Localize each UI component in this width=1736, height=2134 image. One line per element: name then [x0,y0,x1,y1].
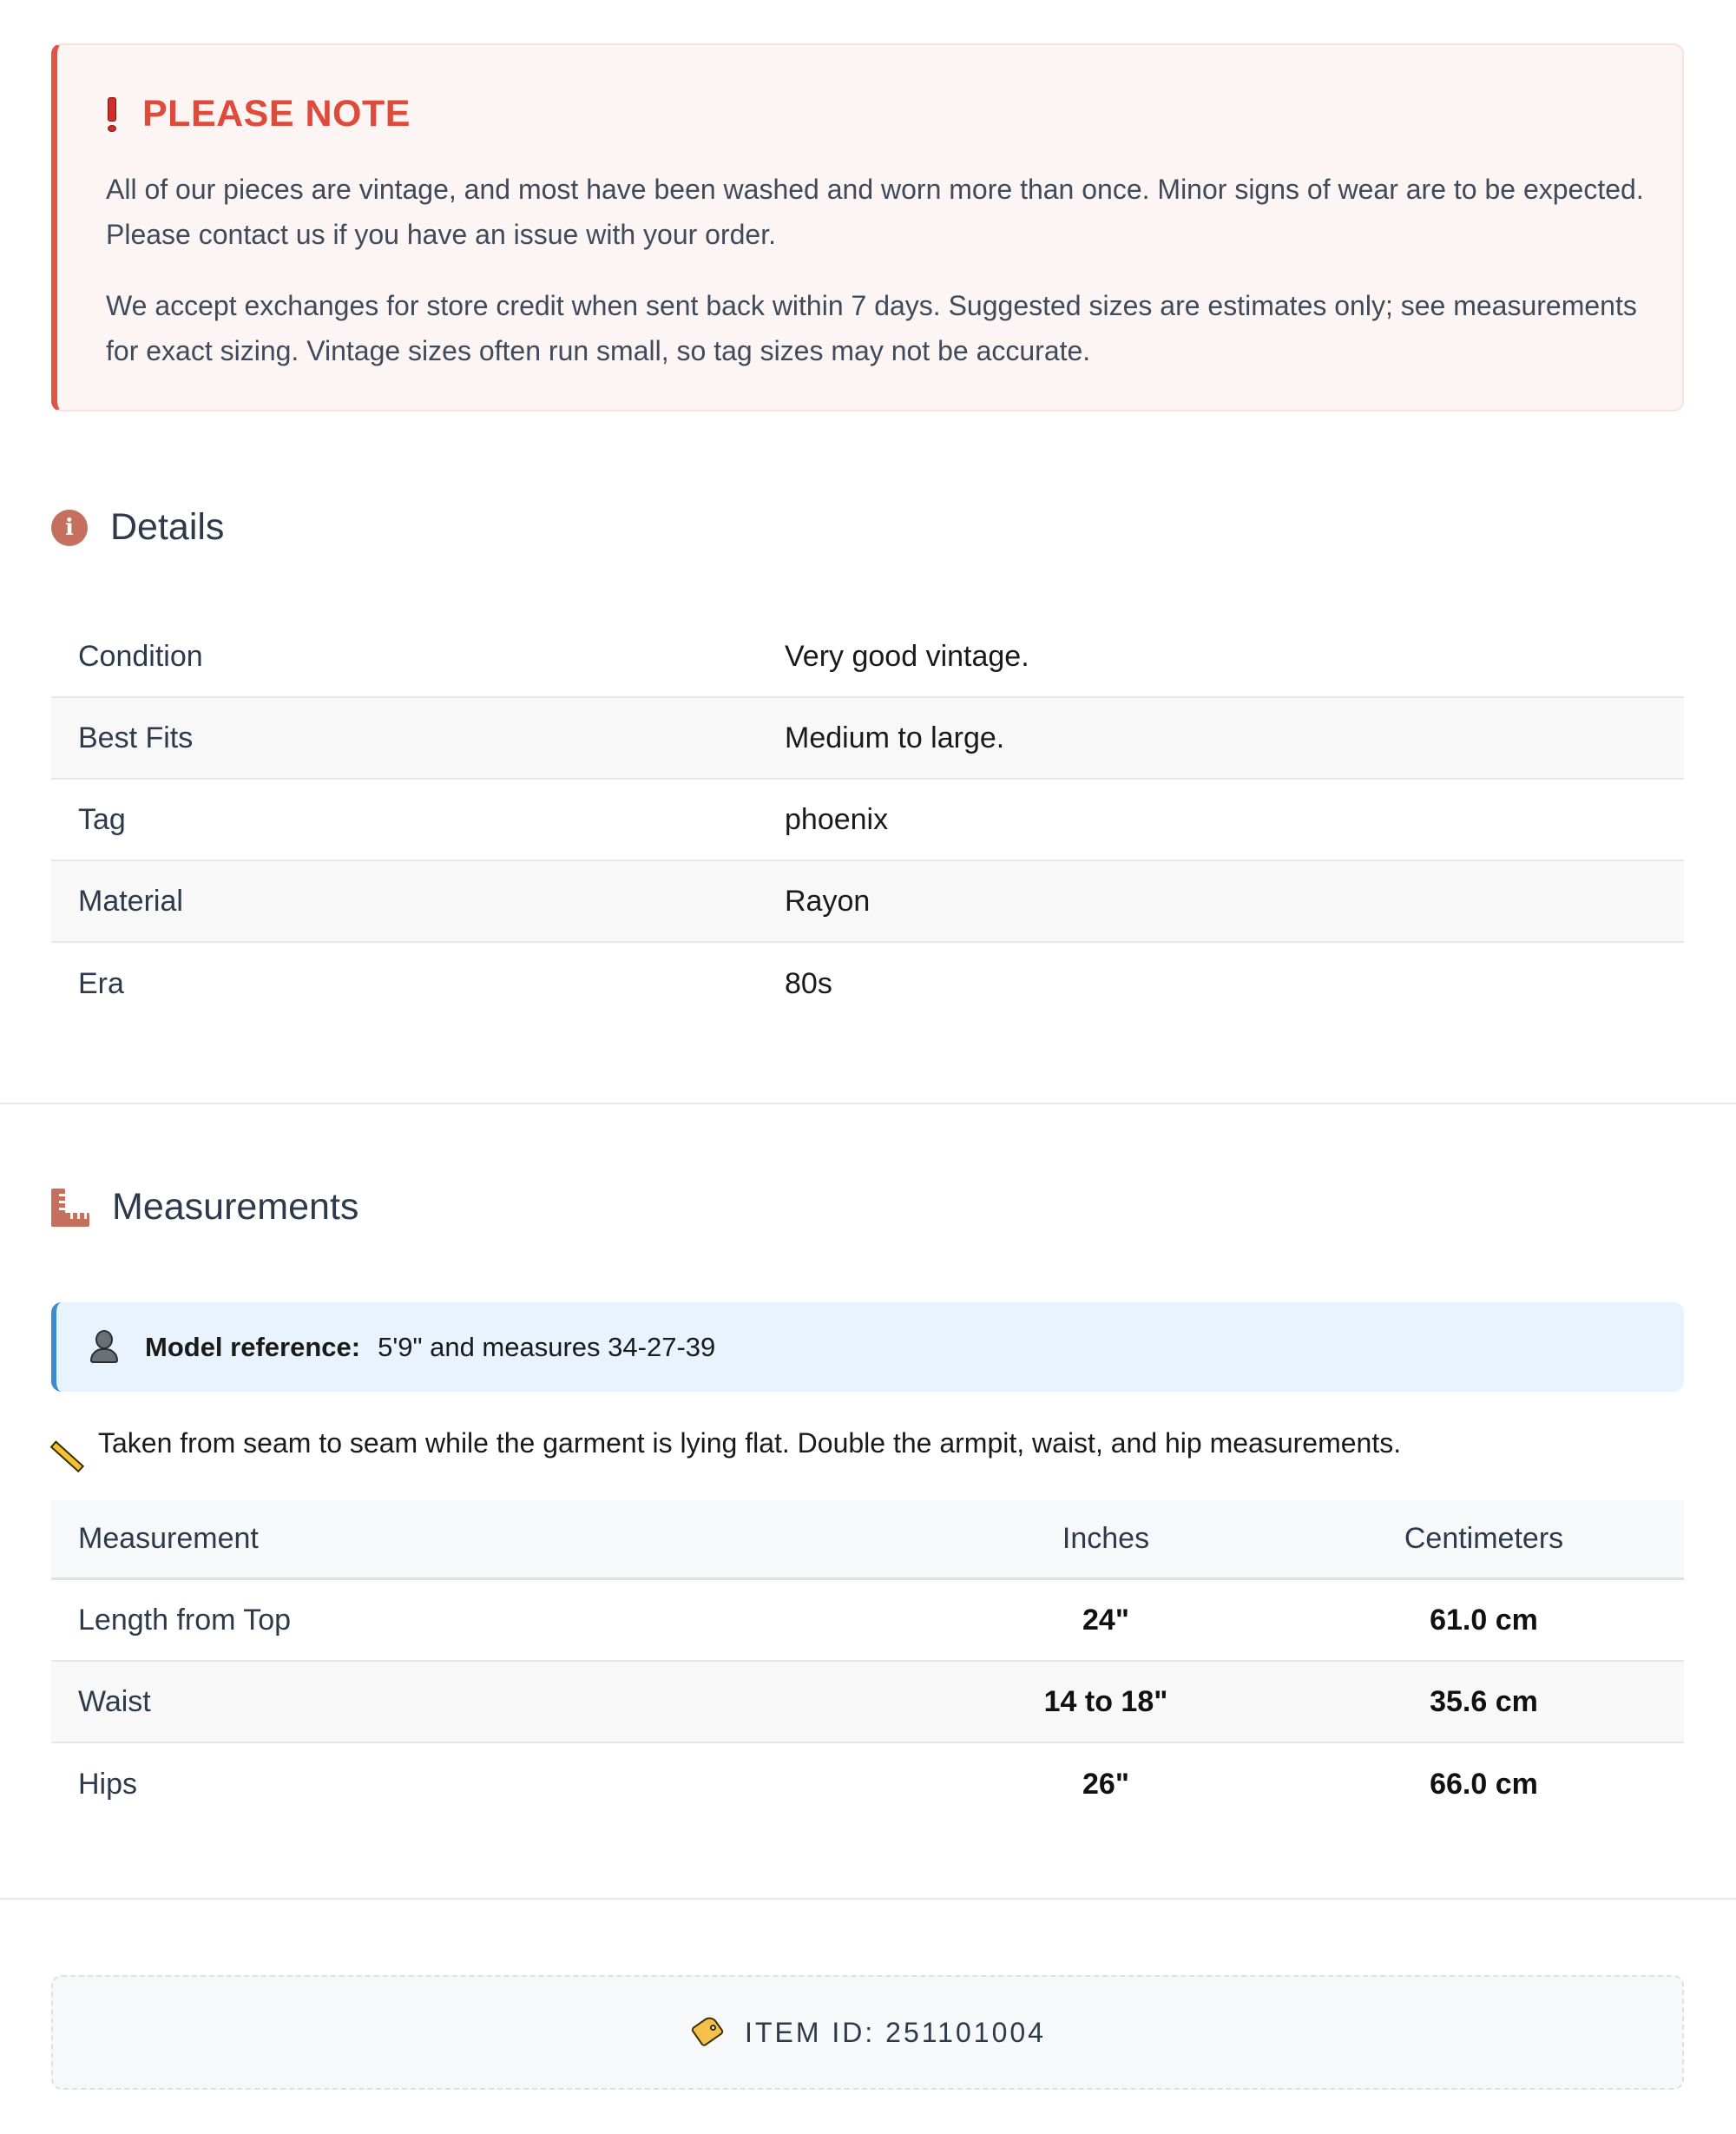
measurements-heading [51,1186,358,1228]
info-icon: i [51,510,88,546]
notice-paragraph-exchanges: We accept exchanges for store credit when sent back within 7 days. Suggested sizes are estimates only; see measurements for exact sizing. Vintage sizes often run small, so tag sizes may not be accurate. [106,290,1637,366]
measurement-note-text: Taken from seam to seam while the garment is lying flat. Double the armpit, waist, and hip measurements. [98,1426,1402,1459]
item-id-text: ITEM ID: 251101004 [745,2016,1046,2048]
column-header-inches: Inches [1062,1522,1150,1555]
measurement-name: Waist [78,1684,151,1718]
details-row-era [51,943,1684,1024]
section-divider [0,1103,1736,1104]
notice-paragraph-wear: All of our pieces are vintage, and most have been washed and worn more than once. Minor signs of wear are to be expected. Please contact us if you have an issue with your order. [106,174,1644,250]
tag-icon [689,2014,726,2051]
table-row [51,1580,1684,1662]
detail-value: Medium to large. [785,721,1005,754]
details-row-tag [51,780,1684,861]
notice-title [106,93,411,135]
details-table [51,616,1684,1024]
measurement-cm: 61.0 cm [1430,1603,1538,1637]
detail-label: Era [78,966,124,1000]
measurements-title: Measurements [112,1186,359,1228]
model-reference-value: 5'9" and measures 34-27-39 [378,1331,716,1362]
detail-value: Very good vintage. [785,639,1029,673]
details-heading [51,506,224,549]
measurement-cm: 66.0 cm [1430,1767,1538,1801]
details-row-condition [51,616,1684,698]
detail-label: Tag [78,802,126,836]
ruler-pencil-icon [51,1426,86,1460]
table-row [51,1662,1684,1743]
exclamation-icon [106,97,118,132]
measurement-inches: 14 to 18" [1043,1684,1168,1718]
person-icon [89,1330,119,1365]
please-note-box [51,43,1684,412]
model-reference-box [51,1302,1684,1392]
model-reference-label: Model reference: [145,1331,361,1362]
detail-value: phoenix [785,802,889,836]
item-id-box [51,1975,1684,2090]
measurement-note [51,1426,1401,1460]
section-divider [0,1898,1736,1900]
measurement-inches: 26" [1082,1767,1129,1801]
detail-label: Condition [78,639,203,673]
details-row-best-fits [51,698,1684,780]
details-title: Details [110,506,225,548]
measurement-cm: 35.6 cm [1430,1684,1538,1718]
notice-heading: PLEASE NOTE [142,93,411,135]
details-row-material [51,861,1684,943]
column-header-measurement: Measurement [78,1522,259,1555]
measurements-table [51,1500,1684,1825]
detail-label: Best Fits [78,721,194,754]
detail-value: Rayon [785,884,871,918]
measurement-name: Length from Top [78,1603,292,1637]
column-header-centimeters: Centimeters [1404,1522,1564,1555]
detail-value: 80s [785,966,832,1000]
measurement-inches: 24" [1082,1603,1129,1637]
table-header-row [51,1500,1684,1580]
measurement-name: Hips [78,1767,138,1801]
table-row [51,1743,1684,1825]
detail-label: Material [78,884,183,918]
ruler-icon [51,1189,89,1227]
